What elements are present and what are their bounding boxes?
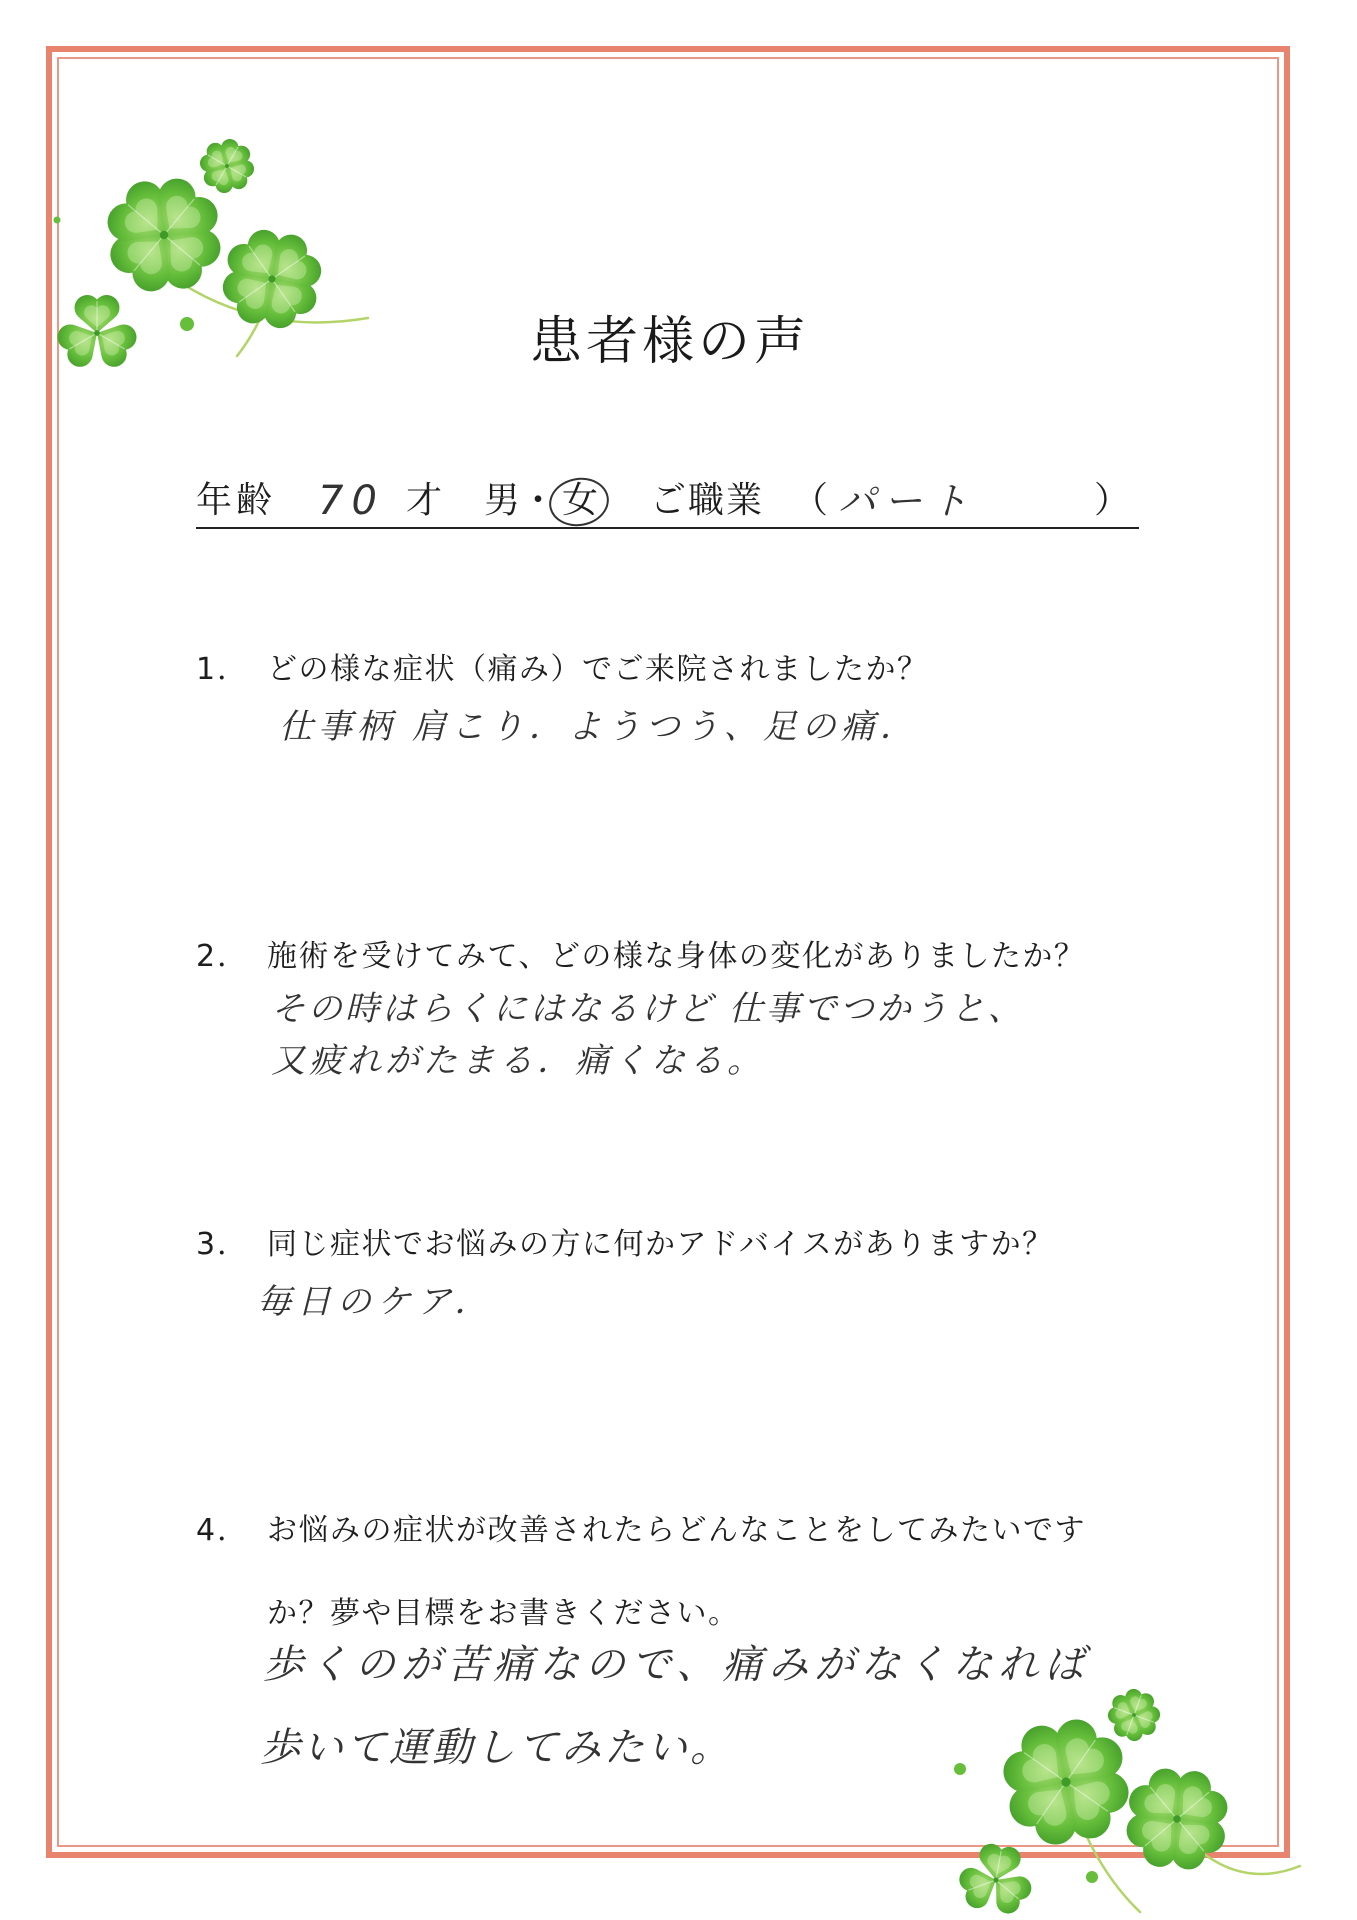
leaf-vein xyxy=(968,1880,996,1890)
gender-option-male: 男 xyxy=(484,480,521,521)
question-text: 施術を受けてみて、どの様な身体の変化がありましたか？ xyxy=(267,939,1086,974)
page-title: 患者様の声 xyxy=(529,312,810,372)
question-number: 3． xyxy=(196,1227,250,1262)
gender-option-female: 女 xyxy=(562,478,598,524)
leaf-highlight-shape xyxy=(968,1870,995,1900)
age-value-handwritten: 70 xyxy=(318,478,385,524)
leaf-shape xyxy=(956,1861,1003,1912)
question-number: 2． xyxy=(196,939,250,974)
question-number: 1． xyxy=(196,652,250,687)
answer-3-handwritten-line: 毎日のケア． xyxy=(257,1282,495,1322)
leaf-shape xyxy=(983,1864,1036,1918)
age-label: 年齢 xyxy=(196,480,277,521)
question-text: お悩みの症状が改善されたらどんなことをしてみたいです xyxy=(267,1513,1086,1548)
profile-underline xyxy=(196,527,1139,529)
clover-leaf xyxy=(983,1864,1036,1918)
leaf-highlight xyxy=(968,1870,995,1900)
question-number: 4． xyxy=(196,1513,250,1548)
question-text-continued: か？夢や目標をお書きください。 xyxy=(267,1596,740,1631)
age-unit: 才 xyxy=(406,480,443,521)
clover-leaf xyxy=(956,1861,1003,1912)
occupation-label: ご職業 xyxy=(650,480,765,521)
answer-4-handwritten-line: 歩くのが苦痛なので、痛みがなくなれば xyxy=(263,1642,1091,1688)
question-4 xyxy=(0,1513,1357,1633)
occupation-paren-open: （ xyxy=(792,480,829,521)
occupation-paren-close: ） xyxy=(1094,480,1131,521)
question-text: 同じ症状でお悩みの方に何かアドバイスがありますか？ xyxy=(267,1227,1054,1262)
question-3 xyxy=(0,1227,1357,1347)
leaf-highlight-shape xyxy=(992,1874,1023,1906)
answer-4-handwritten-line: 歩いて運動してみたい。 xyxy=(260,1725,733,1771)
answer-2-handwritten-line: その時はらくにはなるけど 仕事でつかうと、 xyxy=(271,989,1025,1029)
clover-center xyxy=(993,1877,998,1882)
leaf-highlight xyxy=(992,1874,1023,1906)
leaf-vein xyxy=(996,1880,1018,1899)
answer-2-handwritten-line: 又疲れがたまる．痛くなる。 xyxy=(271,1041,765,1081)
green-dot xyxy=(1086,1871,1098,1883)
answer-1-handwritten-line: 仕事柄 肩こり．ようつう、足の痛． xyxy=(279,707,919,747)
question-text: どの様な症状（痛み）でご来院されましたか？ xyxy=(267,652,929,687)
gender-separator: ・ xyxy=(520,480,557,521)
occupation-value-handwritten: パート xyxy=(838,479,977,523)
